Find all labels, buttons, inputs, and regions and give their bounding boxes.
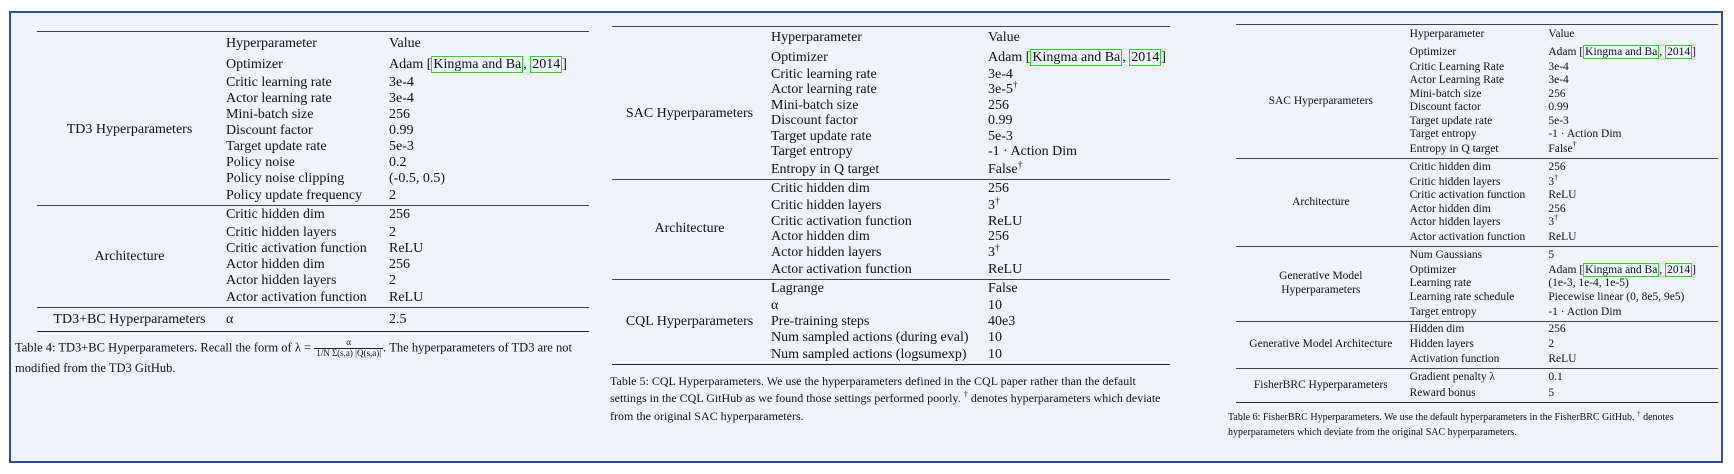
table-row	[1236, 247, 1718, 264]
value-cell: ReLU	[1548, 353, 1577, 365]
value-cell: ReLU	[1548, 189, 1577, 201]
value-cell: ReLU	[389, 240, 424, 256]
table-row	[1236, 369, 1718, 386]
value-cell: 10	[988, 329, 1002, 345]
value-cell: 256	[389, 106, 410, 122]
param-cell: Entropy in Q target	[1409, 143, 1499, 155]
table-row	[37, 206, 589, 225]
param-cell: Discount factor	[1409, 101, 1481, 113]
param-cell: Critic learning rate	[771, 66, 877, 82]
param-cell: Actor hidden dim	[226, 256, 325, 272]
dagger-mark: †	[1017, 158, 1023, 170]
table-4-block	[15, 31, 599, 377]
param-cell: Discount factor	[226, 122, 313, 138]
group-fisherbrc	[1236, 369, 1718, 403]
value-cell: 256	[988, 181, 1009, 197]
value-cell: (-0.5, 0.5)	[389, 170, 445, 186]
param-cell: Mini-batch size	[771, 97, 859, 113]
param-cell: Actor hidden dim	[771, 229, 870, 245]
param-cell: Gradient penalty λ	[1409, 370, 1496, 383]
group-label: Generative Model Hyperparameters	[1279, 270, 1363, 296]
table-row	[612, 279, 1170, 298]
dagger-mark: †	[1554, 172, 1559, 182]
group-label: CQL Hyperparameters	[625, 314, 754, 330]
param-cell: Activation function	[1409, 353, 1500, 365]
value-cell: 256	[1548, 202, 1566, 215]
dagger-mark: †	[1554, 213, 1559, 223]
value-cell: 256	[988, 97, 1009, 113]
value-cell: 2	[389, 272, 396, 288]
value-cell: 0.1	[1548, 370, 1563, 383]
param-cell: Hidden dim	[1409, 323, 1465, 335]
param-cell: Num sampled actions (during eval)	[771, 329, 969, 345]
lambda-fraction: $\frac{\alpha}{\text{1/N Σ(s,a) |Q(s,a)|}}$	[316, 337, 382, 358]
param-cell: Actor hidden layers	[1409, 216, 1501, 228]
param-cell: Target entropy	[771, 144, 853, 160]
header-hyperparameter: Hyperparameter	[771, 29, 862, 45]
table-header-row	[612, 27, 1170, 49]
param-cell: Critic hidden layers	[771, 198, 882, 214]
group-label: Architecture	[654, 221, 725, 237]
value-cell: 2.5	[389, 311, 407, 327]
group-generative-model-architecture	[1236, 321, 1718, 369]
value-cell: (1e-3, 1e-4, 1e-5)	[1548, 277, 1629, 289]
param-cell: Learning rate	[1409, 277, 1472, 289]
value-cell: 3e-4	[1548, 60, 1569, 73]
value-cell: 3†	[988, 195, 1000, 214]
value-cell: 2	[1548, 338, 1555, 350]
param-cell: Critic activation function	[1409, 189, 1526, 201]
dagger-mark: †	[995, 242, 1000, 254]
group-label: Architecture	[94, 248, 165, 264]
citation-link: Kingma and Ba	[433, 57, 522, 72]
header-hyperparameter: Hyperparameter	[1409, 28, 1485, 40]
value-cell: 256	[988, 229, 1009, 245]
table-5-block	[610, 26, 1170, 425]
value-cell: 2	[389, 187, 396, 203]
table-5	[612, 26, 1170, 365]
value-cell: 40e3	[988, 314, 1016, 330]
param-cell: Critic activation function	[226, 240, 367, 256]
value-cell: ReLU	[389, 289, 424, 305]
header-hyperparameter: Hyperparameter	[226, 35, 317, 51]
group-architecture	[612, 179, 1170, 279]
param-cell: Actor activation function	[226, 289, 367, 305]
group-label: SAC Hyperparameters	[1268, 94, 1374, 107]
param-cell: Critic hidden layers	[1409, 175, 1501, 188]
dagger-mark: †	[995, 195, 1000, 207]
value-cell: 5e-3	[1548, 114, 1569, 127]
group-generative-model	[1236, 247, 1718, 322]
group-cql	[612, 279, 1170, 364]
group-label: FisherBRC Hyperparameters	[1253, 378, 1388, 391]
dagger-mark: †	[1012, 79, 1018, 91]
param-cell: Target entropy	[1409, 305, 1477, 318]
param-cell: Num sampled actions (logsumexp)	[771, 346, 967, 362]
param-cell: α	[771, 298, 779, 314]
citation-link: 2014	[1667, 263, 1691, 276]
value-cell: 10	[988, 346, 1002, 362]
value-cell: False†	[1548, 140, 1577, 155]
value-cell: 256	[1548, 87, 1566, 100]
group-sac	[612, 49, 1170, 180]
param-cell: Target entropy	[1409, 128, 1477, 140]
param-cell: Optimizer	[771, 49, 828, 65]
param-cell: Hidden layers	[1409, 338, 1474, 350]
value-cell: 3†	[1548, 172, 1559, 188]
param-cell: Num Gaussians	[1409, 248, 1483, 261]
value-cell: 5	[1548, 248, 1555, 261]
param-cell: Target update rate	[226, 138, 327, 154]
citation-link: Kingma and Ba	[1585, 263, 1658, 276]
param-cell: Policy update frequency	[226, 187, 363, 203]
value-cell: 0.99	[988, 113, 1013, 129]
value-cell: 3e-4	[1548, 74, 1569, 86]
param-cell: Actor activation function	[1409, 231, 1526, 243]
value-cell: Adam [ Kingma and Ba , 2014 ]	[988, 49, 1166, 65]
citation-link: 2014	[1131, 49, 1160, 65]
value-cell: 3e-4	[389, 74, 414, 90]
param-cell: Mini-batch size	[1409, 87, 1482, 100]
table-6	[1236, 24, 1718, 403]
value-cell: 256	[1548, 160, 1566, 173]
param-cell: Critic Learning Rate	[1409, 60, 1505, 73]
table-6-block	[1228, 24, 1718, 440]
table-4	[37, 31, 589, 332]
value-cell: 256	[389, 207, 410, 223]
param-cell: Entropy in Q target	[771, 161, 880, 177]
value-cell: -1 · Action Dim	[1548, 128, 1622, 140]
value-cell: ReLU	[988, 261, 1023, 277]
param-cell: Critic learning rate	[226, 74, 332, 90]
param-cell: Critic hidden dim	[1409, 160, 1491, 173]
param-cell: Policy noise clipping	[226, 170, 345, 186]
value-cell: False†	[988, 158, 1023, 177]
group-architecture	[37, 206, 589, 308]
param-cell: Critic hidden layers	[226, 224, 337, 240]
citation-link: 2014	[532, 57, 561, 72]
group-label: SAC Hyperparameters	[625, 105, 754, 121]
param-cell: α	[226, 311, 234, 327]
value-cell: False	[988, 281, 1018, 297]
param-cell: Optimizer	[226, 57, 283, 72]
group-label: Architecture	[1292, 195, 1350, 208]
value-cell: 10	[988, 298, 1002, 314]
group-sac	[1236, 45, 1718, 159]
value-cell: 5	[1548, 387, 1555, 399]
table-row	[612, 49, 1170, 67]
value-cell: 256	[389, 256, 410, 272]
param-cell: Reward bonus	[1409, 387, 1476, 399]
citation-link: Kingma and Ba	[1032, 49, 1121, 65]
value-cell: Piecewise linear (0, 8e5, 9e5)	[1548, 290, 1685, 303]
value-cell: 256	[1548, 323, 1566, 335]
citation-link: Kingma and Ba	[1585, 45, 1658, 58]
header-value: Value	[1548, 28, 1575, 40]
table-4-caption: Table 4: TD3+BC Hyperparameters. Recall the form of λ = $\frac{\alpha}{\text{1/N Σ(s,a) |Q(s,a)|}}$ . The hyperparameters of TD3 are not modified from the TD3 GitHub.	[15, 337, 572, 375]
value-cell: 5e-3	[389, 138, 414, 154]
param-cell: Actor hidden layers	[771, 244, 882, 260]
table-row	[1236, 159, 1718, 176]
value-cell: 0.99	[389, 122, 414, 138]
header-value: Value	[389, 35, 421, 51]
group-label: TD3+BC Hyperparameters	[53, 311, 206, 327]
param-cell: Policy noise	[226, 154, 295, 170]
table-row	[37, 308, 589, 332]
table-row	[1236, 321, 1718, 338]
value-cell: 0.99	[1548, 101, 1569, 113]
table-5-caption: Table 5: CQL Hyperparameters. We use the hyperparameters defined in the CQL paper rather than the default settings in the CQL GitHub as we found those settings performed poorly. † denotes hyperparameters which deviate from the original SAC hyperparameters.	[610, 373, 1161, 423]
value-cell: Adam [ Kingma and Ba , 2014 ]	[1548, 45, 1696, 58]
table-6-caption: Table 6: FisherBRC Hyperparameters. We use the default hyperparameters in the FisherBRC GitHub. † denotes hyperparameters which deviate from the original SAC hyperparameters.	[1228, 409, 1674, 438]
value-cell: Adam [ Kingma and Ba , 2014 ]	[1548, 263, 1696, 276]
param-cell: Target update rate	[771, 128, 872, 144]
param-cell: Actor learning rate	[226, 90, 332, 106]
value-cell: Adam [ Kingma and Ba , 2014 ]	[389, 57, 567, 72]
param-cell: Discount factor	[771, 113, 858, 129]
param-cell: Lagrange	[771, 281, 824, 297]
param-cell: Critic hidden dim	[226, 207, 325, 223]
value-cell: ReLU	[1548, 231, 1577, 243]
table-row	[37, 56, 589, 75]
param-cell: Actor hidden dim	[1409, 202, 1491, 215]
value-cell: 3e-4	[988, 66, 1013, 82]
value-cell: 2	[389, 224, 396, 240]
group-label: TD3 Hyperparameters	[66, 122, 193, 138]
param-cell: Pre-training steps	[771, 314, 870, 330]
param-cell: Actor hidden layers	[226, 272, 337, 288]
value-cell: 5e-3	[988, 128, 1013, 144]
value-cell: 3†	[1548, 213, 1559, 228]
table-row	[612, 179, 1170, 198]
param-cell: Target update rate	[1409, 114, 1493, 127]
group-td3	[37, 56, 589, 206]
param-cell: Actor learning rate	[771, 82, 877, 98]
value-cell: 0.2	[389, 154, 407, 170]
group-architecture	[1236, 159, 1718, 247]
header-value: Value	[988, 29, 1020, 45]
table-header-row	[1236, 25, 1718, 45]
param-cell: Mini-batch size	[226, 106, 314, 122]
group-label: Generative Model Architecture	[1249, 338, 1393, 350]
param-cell: Critic activation function	[771, 213, 912, 229]
value-cell: 3e-5†	[988, 79, 1018, 98]
value-cell: -1 · Action Dim	[1548, 305, 1622, 318]
citation-link: 2014	[1667, 45, 1691, 58]
table-row	[1236, 45, 1718, 61]
table-header-row	[37, 32, 589, 56]
param-cell: Learning rate schedule	[1409, 290, 1515, 303]
value-cell: 3e-4	[389, 90, 414, 106]
value-cell: -1 · Action Dim	[988, 144, 1078, 160]
param-cell: Optimizer	[1409, 263, 1457, 276]
param-cell: Optimizer	[1409, 45, 1457, 58]
value-cell: ReLU	[988, 213, 1023, 229]
param-cell: Actor activation function	[771, 261, 912, 277]
value-cell: 3†	[988, 242, 1000, 260]
param-cell: Actor Learning Rate	[1409, 74, 1505, 86]
param-cell: Critic hidden dim	[771, 181, 870, 197]
dagger-mark: †	[1572, 140, 1577, 150]
